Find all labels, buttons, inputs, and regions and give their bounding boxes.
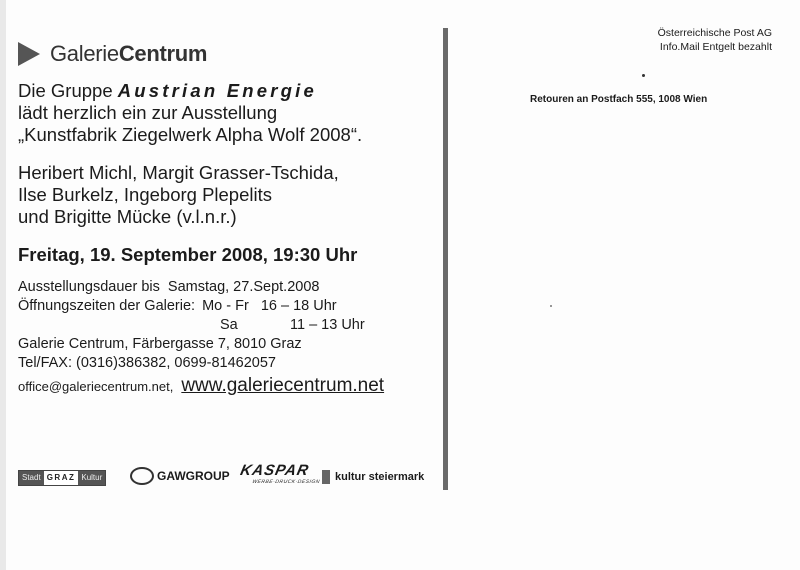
dot-mark-small (550, 305, 552, 307)
artists-line-1: Heribert Michl, Margit Grasser-Tschida, (18, 162, 339, 183)
kultur-square-icon (322, 470, 330, 484)
stadt-graz-logo (18, 470, 106, 486)
intro-line-2: lädt herzlich ein zur Ausstellung (18, 102, 278, 123)
logo-text-centrum: Centrum (118, 41, 208, 66)
gaw-ring-icon (130, 467, 154, 485)
website-link[interactable]: www.galeriecentrum.net (181, 375, 385, 396)
artists-line-3: und Brigitte Mücke (v.l.n.r.) (18, 206, 237, 227)
sponsor-logos (18, 462, 438, 492)
graz-logo-left: Stadt (19, 471, 44, 485)
contact-row (18, 375, 384, 397)
duration-row (18, 278, 319, 297)
group-name: Austrian Energie (117, 80, 317, 101)
duration-label: Ausstellungsdauer bis (18, 279, 160, 295)
kaspar-logo-subtext: WERBE·DRUCK·DESIGN (251, 479, 321, 485)
kultur-logo-text: kultur steiermark (335, 471, 425, 483)
graz-logo-mid: GRAZ (44, 471, 79, 485)
gaw-group-logo (130, 467, 230, 485)
hours-row-1 (18, 297, 337, 316)
event-date: Freitag, 19. September 2008, 19:30 Uhr (18, 244, 358, 265)
gaw-logo-text: GAWGROUP (157, 469, 230, 483)
postage-line-2: Info.Mail Entgelt bezahlt (659, 41, 772, 53)
return-address: Retouren an Postfach 555, 1008 Wien (530, 94, 708, 105)
hours-label: Öffnungszeiten der Galerie: (18, 298, 196, 314)
intro-line-1 (18, 80, 317, 102)
hours-days-saturday: Sa (220, 317, 238, 333)
graz-logo-right: Kultur (78, 471, 105, 485)
card-edge (0, 0, 6, 570)
logo-text-galerie: Galerie (50, 41, 119, 66)
dot-mark (642, 74, 645, 77)
kaspar-logo (238, 462, 325, 485)
play-triangle-icon (18, 42, 40, 66)
duration-value: Samstag, 27.Sept.2008 (167, 279, 320, 295)
intro-prefix: Die Gruppe (18, 80, 118, 101)
postage-line-1: Österreichische Post AG (657, 27, 772, 39)
kultur-steiermark-logo (322, 470, 424, 484)
postage-notice (658, 26, 772, 54)
hours-days-weekdays: Mo - Fr (202, 298, 249, 314)
gallery-address: Galerie Centrum, Färbergasse 7, 8010 Graz (18, 336, 302, 352)
gallery-phone: Tel/FAX: (0316)386382, 0699-81462057 (18, 355, 276, 371)
kaspar-logo-text: KASPAR (238, 462, 311, 479)
artists-line-2: Ilse Burkelz, Ingeborg Plepelits (18, 184, 272, 205)
hours-time-weekdays: 16 – 18 Uhr (260, 298, 337, 314)
hours-time-saturday: 11 – 13 Uhr (290, 317, 365, 333)
email-link[interactable]: office@galeriecentrum.net, (18, 379, 174, 394)
exhibition-title: „Kunstfabrik Ziegelwerk Alpha Wolf 2008“. (18, 124, 363, 145)
address-divider (443, 28, 448, 490)
galerie-centrum-logo (18, 40, 207, 68)
